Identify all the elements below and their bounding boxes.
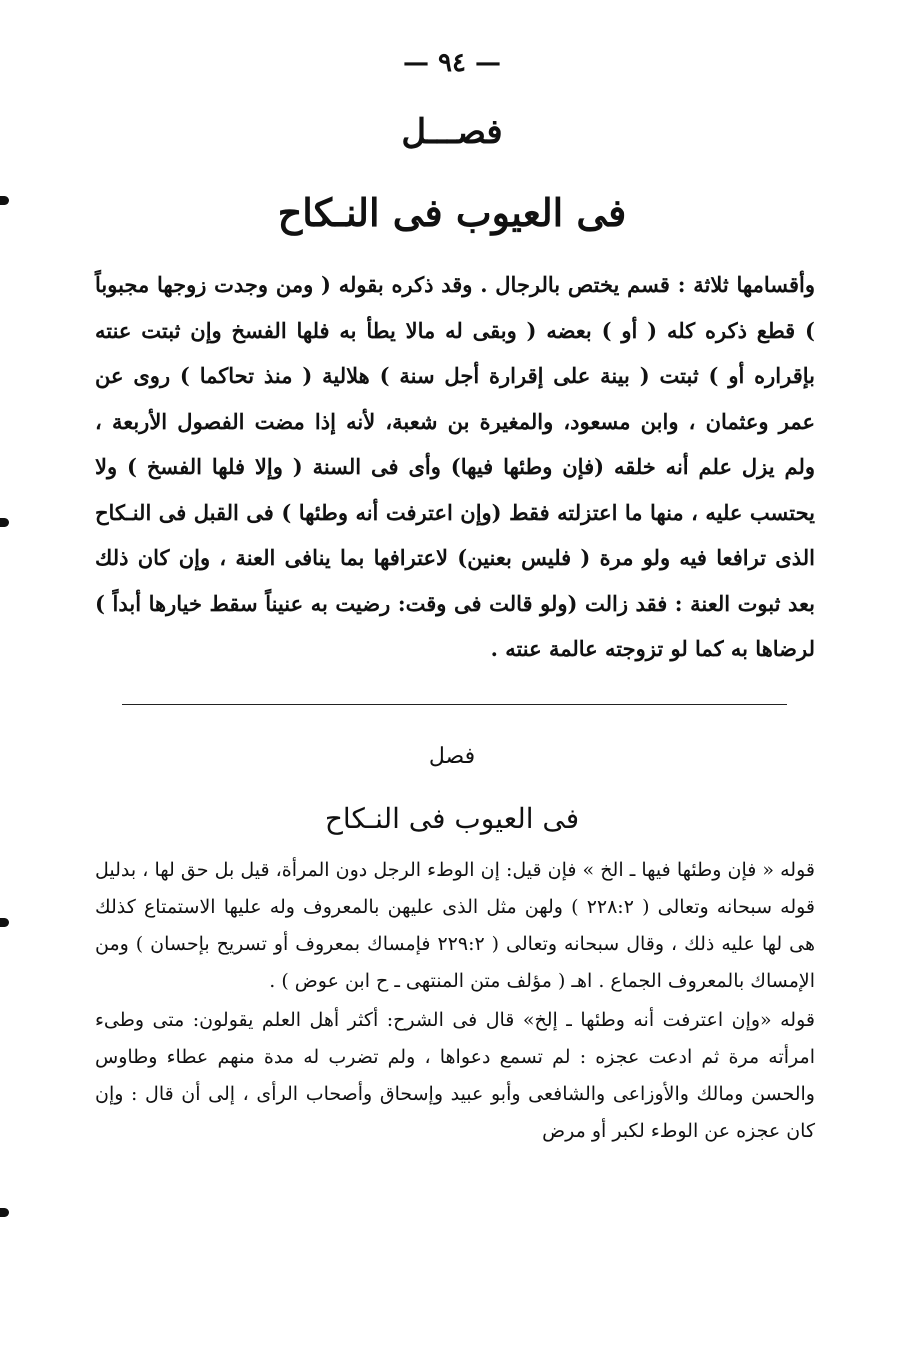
chapter-title: فى العيوب فى النـكاح: [277, 190, 627, 235]
commentary-title: فى العيوب فى النـكاح: [324, 802, 580, 835]
margin-binding-mark: [0, 918, 9, 927]
section-heading-fasl: فصـــل: [401, 112, 503, 152]
commentary-paragraph-2: قوله «وإن اعترفت أنه وطئها ـ إلخ» قال فى الشرح: أكثر أهل العلم يقولون: متى وطىء امرأته مرة ثم ادعت عجزه : لم تسمع دعواها ، ولم تضرب له مدة منهم عطاء وطاوس والحسن ومالك والأوزاعى والشافعى وأبو عبيد وإسحاق وأصحاب الرأى ، إلى أن قال : وإن كان عجزه عن الوطء لكبر أو مرض: [95, 1009, 815, 1142]
commentary-paragraph-1: قوله « فإن وطئها فيها ـ الخ » فإن قيل: إن الوطء الرجل دون المرأة، قيل بل حق لها ، بدليل قوله سبحانه وتعالى ( ٢٢٨:٢ ) ولهن مثل الذى عليهن بالمعروف وله عليها الاستمتاع كذلك هى لها عليه ذلك ، وقال سبحانه وتعالى ( ٢٢٩:٢ فإمساك بمعروف أو تسريح بإحسان ) ومن الإمساك بالمعروف الجماع . اهـ ( مؤلف متن المنتهى ـ ح ابن عوض ) .: [95, 859, 816, 992]
main-paragraph: وأقسامها ثلاثة : قسم يختص بالرجال . وقد ذكره بقوله ( ومن وجدت زوجها مجبوباً ) قطع ذكره كله ( أو ) بعضه ( وبقى له مالا يطأ به فلها الفسخ وإن ثبتت عنته بإقراره أو ) ثبتت ( بينة على إقرارة أجل سنة ) هلالية ( منذ تحاكما ) روى عن عمر وعثمان ، وابن مسعود، والمغيرة بن شعبة، لأنه إذا مضت الفصول الأربعة ، ولم يزل علم أنه خلقه (فإن وطئها فيها) وأى فى السنة ( وإلا فلها الفسخ ) ولا يحتسب عليه ، منها ما اعتزلته فقط (وإن اعترفت أنه وطئها ) فى القبل فى النـكاح الذى ترافعا فيه ولو مرة ( فليس بعنين) لاعترافها بما ينافى العنة ، وإن كان ذلك بعد ثبوت العنة : فقد زالت (ولو قالت فى وقت: رضيت به عنيناً سقط خيارها أبداً ) لرضاها به كما لو تزوجته عالمة عنته .: [95, 272, 815, 661]
main-text: [95, 262, 815, 672]
margin-binding-mark: [0, 196, 9, 205]
margin-binding-mark: [0, 518, 9, 527]
page-number: — ٩٤ —: [402, 48, 502, 78]
commentary-text: [95, 852, 815, 1150]
margin-binding-mark: [0, 1208, 9, 1217]
section-divider: [122, 704, 787, 705]
commentary-heading-fasl: فصل: [428, 744, 476, 769]
